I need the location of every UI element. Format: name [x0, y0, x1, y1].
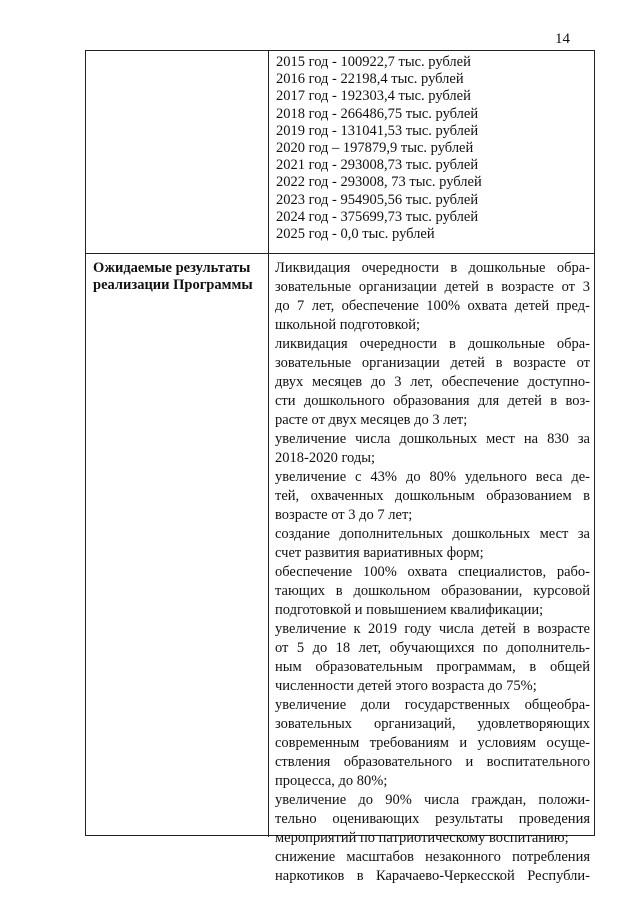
results-line: тающих в дошкольном образовании, курсовой [275, 583, 590, 599]
expected-results-label-cell [86, 254, 269, 837]
results-line: создание дополнительных дошкольных мест за [275, 526, 590, 542]
results-line: расте от двух месяцев до 3 лет; [275, 412, 468, 428]
results-line: возрасте от 3 до 7 лет; [275, 507, 413, 523]
results-line: школьной подготовкой; [275, 317, 420, 333]
results-line: обеспечение 100% охвата специалистов, рабо- [275, 564, 590, 580]
results-line: до 7 лет, обеспечение 100% охвата детей пред- [275, 298, 590, 314]
results-line: от 5 до 18 лет, обучающихся по дополнитель- [275, 640, 590, 656]
program-passport-table [85, 50, 595, 884]
funding-year-2020: 2020 год – 197879,9 тыс. рублей [276, 140, 474, 157]
funding-year-2024: 2024 год - 375699,73 тыс. рублей [276, 208, 479, 225]
results-line: ликвидация очередности в дошкольные обра- [275, 336, 590, 352]
label-line-1: Ожидаемые результаты [93, 260, 251, 276]
results-line: увеличение к 2019 году числа детей в возрасте [275, 621, 590, 637]
page-number: 14 [555, 31, 570, 47]
results-line: Ликвидация очередности в дошкольные обра- [275, 260, 590, 276]
label-line-2: реализации Программы [93, 277, 253, 293]
results-line: тей, охваченных дошкольным образованием в [275, 488, 590, 504]
results-line: численности детей этого возраста до 75%; [275, 678, 537, 694]
results-line: ным образовательным программам, в общей [275, 659, 590, 675]
funding-by-year-list [269, 51, 594, 243]
funding-row [86, 51, 594, 254]
results-line: сти дошкольного образования для детей в воз- [275, 393, 590, 409]
results-line: зовательные организации детей в возрасте от 3 [275, 279, 590, 295]
results-line: ствления образовательного и воспитательного [275, 754, 590, 770]
funding-year-2015: 2015 год - 100922,7 тыс. рублей [276, 54, 471, 70]
results-line: тельно оценивающих результаты проведения [275, 811, 590, 827]
results-line: увеличение числа дошкольных мест на 830 за [275, 431, 590, 447]
funding-year-2025: 2025 год - 0,0 тыс. рублей [276, 226, 435, 243]
results-line: подготовкой и повышением квалификации; [275, 602, 544, 618]
funding-value-cell [269, 51, 594, 253]
results-line: зовательных организаций, удовлетворяющих [275, 716, 590, 732]
results-line: мероприятий по патриотическому воспитанию; [275, 830, 569, 846]
expected-results-label [86, 254, 268, 294]
results-line: увеличение до 90% числа граждан, положи- [275, 792, 590, 808]
funding-year-2018: 2018 год - 266486,75 тыс. рублей [276, 105, 479, 122]
expected-results-text [269, 254, 594, 886]
expected-results-row [86, 254, 594, 884]
funding-year-2017: 2017 год - 192303,4 тыс. рублей [276, 88, 471, 105]
results-line: увеличение доли государственных общеобра- [275, 697, 590, 713]
results-line: процесса, до 80%; [275, 773, 388, 789]
funding-year-2016: 2016 год - 22198,4 тыс. рублей [276, 71, 464, 88]
results-line: снижение масштабов незаконного потребления [275, 849, 590, 865]
funding-year-2019: 2019 год - 131041,53 тыс. рублей [276, 122, 479, 139]
results-line: счет развития вариативных форм; [275, 545, 484, 561]
results-line: увеличение с 43% до 80% удельного веса де- [275, 469, 590, 485]
results-line: двух месяцев до 3 лет, обеспечение доступно- [275, 374, 590, 390]
funding-year-2023: 2023 год - 954905,56 тыс. рублей [276, 191, 479, 208]
expected-results-value-cell [269, 254, 594, 884]
results-line: современным требованиям и условиям осуще- [275, 735, 590, 751]
results-line: наркотиков в Карачаево-Черкесской Республи- [275, 868, 590, 884]
funding-label-cell [86, 51, 269, 253]
funding-year-2022: 2022 год - 293008, 73 тыс. рублей [276, 174, 482, 191]
results-line: зовательные организации детей в возрасте от [275, 355, 590, 371]
results-line: 2018-2020 годы; [275, 450, 376, 466]
funding-year-2021: 2021 год - 293008,73 тыс. рублей [276, 157, 479, 174]
